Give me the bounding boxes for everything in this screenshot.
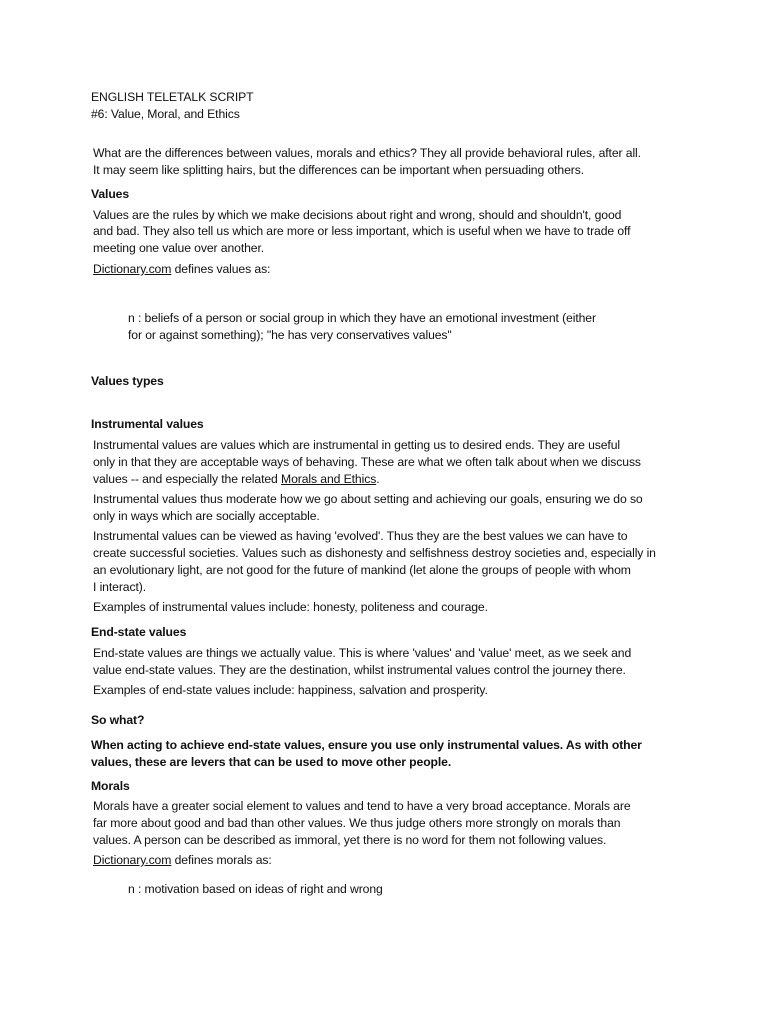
- so-what-line: values, these are levers that can be used to move other people.: [91, 755, 452, 769]
- end-state-line: End-state values are things we actually value. This is where 'values' and 'value' meet, as we seek and: [93, 646, 632, 660]
- morals-line: values. A person can be described as immoral, yet there is no word for them not following values.: [93, 833, 607, 847]
- section-heading-morals: Morals: [91, 779, 130, 793]
- instrumental-text: values -- and especially the related: [93, 472, 282, 486]
- values-line: meeting one value over another.: [93, 241, 265, 255]
- intro-line: It may seem like splitting hairs, but the differences can be important when persuading others.: [93, 163, 585, 177]
- instrumental-line: create successful societies. Values such as dishonesty and selfishness destroy societies and, especially in: [93, 546, 656, 560]
- so-what-line: When acting to achieve end-state values, ensure you use only instrumental values. As with other: [91, 738, 642, 752]
- dictionary-link[interactable]: Dictionary.com: [93, 853, 172, 867]
- instrumental-line: Instrumental values can be viewed as having 'evolved'. Thus they are the best values we can have to: [93, 529, 628, 543]
- values-line: Values are the rules by which we make decisions about right and wrong, should and shouldn't, good: [93, 208, 622, 222]
- instrumental-line: Instrumental values are values which are instrumental in getting us to desired ends. They are useful: [93, 438, 620, 452]
- section-heading-end-state: End-state values: [91, 625, 187, 639]
- intro-line: What are the differences between values, morals and ethics? They all provide behavioral rules, after all.: [93, 146, 641, 160]
- values-line: and bad. They also tell us which are more or less important, which is useful when we have to trade off: [93, 224, 631, 238]
- morals-quote: n : motivation based on ideas of right and wrong: [128, 882, 383, 896]
- end-state-line: Examples of end-state values include: happiness, salvation and prosperity.: [93, 683, 488, 697]
- dictionary-link[interactable]: Dictionary.com: [93, 262, 172, 276]
- instrumental-line: an evolutionary light, are not good for the future of mankind (let alone the groups of people with whom: [93, 563, 631, 577]
- values-dict-rest: defines values as:: [171, 262, 271, 276]
- morals-line: far more about good and bad than other values. We thus judge others more strongly on morals than: [93, 816, 621, 830]
- values-quote-line: n : beliefs of a person or social group in which they have an emotional investment (either: [128, 311, 596, 325]
- values-quote-line: for or against something); "he has very conservatives values": [128, 328, 452, 342]
- morals-and-ethics-link[interactable]: Morals and Ethics: [281, 472, 377, 486]
- section-heading-values: Values: [91, 187, 130, 201]
- instrumental-line: [93, 471, 380, 488]
- instrumental-line: Examples of instrumental values include: honesty, politeness and courage.: [93, 600, 488, 614]
- instrumental-line: I interact).: [93, 580, 146, 594]
- morals-dict-line: [93, 852, 272, 869]
- section-heading-value-types: Values types: [91, 374, 164, 388]
- instrumental-line: Instrumental values thus moderate how we go about setting and achieving our goals, ensuring we do so: [93, 492, 643, 506]
- section-heading-instrumental: Instrumental values: [91, 417, 204, 431]
- values-dict-line: [93, 261, 270, 278]
- instrumental-text: .: [376, 472, 380, 486]
- instrumental-line: only in that they are acceptable ways of behaving. These are what we often talk about when we discuss: [93, 455, 641, 469]
- doc-subtitle: #6: Value, Moral, and Ethics: [91, 107, 240, 121]
- morals-dict-rest: defines morals as:: [171, 853, 272, 867]
- doc-title: ENGLISH TELETALK SCRIPT: [91, 90, 254, 104]
- end-state-line: value end-state values. They are the destination, whilst instrumental values control the journey there.: [93, 663, 626, 677]
- section-heading-so-what: So what?: [91, 713, 145, 727]
- instrumental-line: only in ways which are socially acceptable.: [93, 509, 320, 523]
- morals-line: Morals have a greater social element to values and tend to have a very broad acceptance. Morals are: [93, 799, 631, 813]
